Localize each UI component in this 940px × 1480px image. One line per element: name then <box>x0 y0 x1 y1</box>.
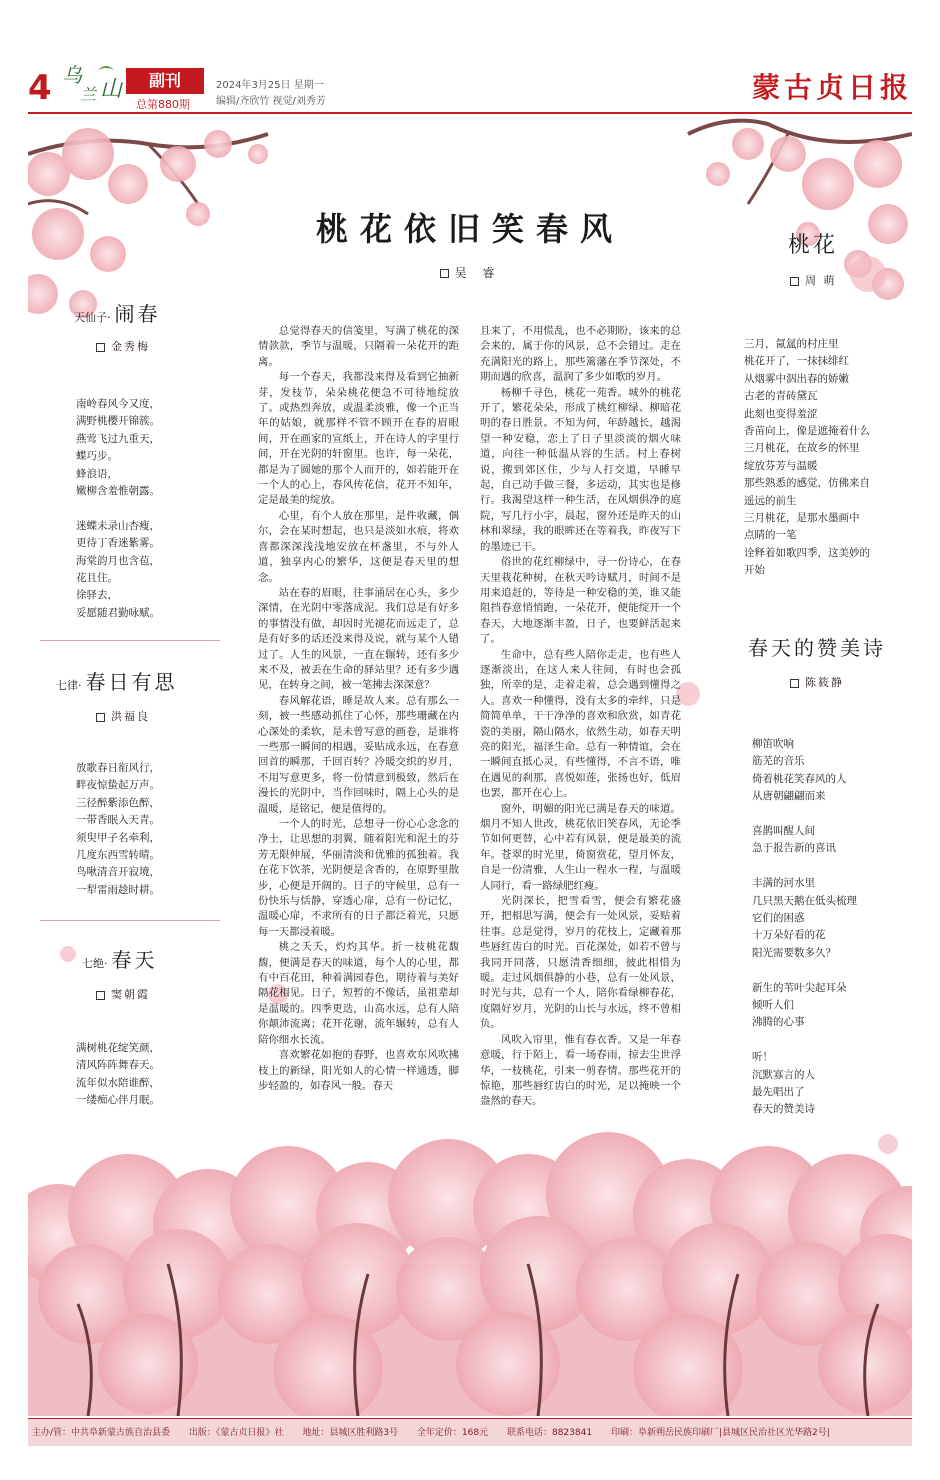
footer-publisher: 出版：《蒙古贞日报》社 <box>188 1428 284 1438</box>
footer-phone: 联系电话：8823841 <box>506 1428 593 1438</box>
article-paragraph: 一个人的时光，总想寻一份心心念念的净土，让思想的羽翼，随着阳光和泥土的芬芳无限伸展，华丽清淡和优雅的孤独着。我在花下饮茶，光阴便是含香的，在原野里散步，心便是开阔的。日子的守候里，总有一份快乐与恬静，穿透心扉，总有一份记忆，温暖心扉，不求所有的日子都泛着光，只愿每一天都浸着暖。 <box>258 818 459 938</box>
article-paragraph: 桃之夭夭，灼灼其华。折一枝桃花馥馥，便满是春天的味道，每个人的心里，都有中百花田，种着满园春色，期待着与美好隔花相见。日子，短暂的不像话，虽祖辈却是温暖的。四季更迭，山高水远，总有人陪你颠沛流离；花开花谢，流年辗转，总有人陪你细水长流。 <box>258 941 459 1046</box>
footer-imprint <box>28 1418 912 1446</box>
article-paragraph: 窗外，明媚的阳光已满是春天的味道。烟月不知人世改，桃花依旧笑春风，无论季节如何更替，心中若有风景，便是最美的流年。苍翠的时光里，倚窗赏花，望月怀友，自是一份清雅，人生山一程水一程，与温暖人同行，看一路绿肥红瘦。 <box>480 802 681 892</box>
masthead <box>28 63 912 111</box>
issue-date: 2024年3月25日 星期一 <box>216 80 324 91</box>
article-column-1 <box>258 324 459 1154</box>
article-paragraph: 站在春的眉眼，往事涌居在心头，多少深情，在光阴中零落成泥。我们总是有好多的事情没有做，却因时光褪花而远走了，总是有好多的话还没来得及说，就与某个人错过了。人生的风景，一直在辗转，还有多少来不及，被丢在生命的驿站里？还有多少遇见，在转身之间，被一笔拂去深深意？ <box>258 586 459 692</box>
poem-body-naochun: 南岭春风今又度， 满野桃樱开锦簇。 燕莺飞过九重天， 蝶巧步。 蜂浪语， 嫩柳含羞惟朝露。 迷蝶未录山杏瘦， 更待丁香迷紫雾。 海棠韵月也含苞， 花且住。 徐驿去， 妥愿随君勤咏赋。 <box>76 398 160 619</box>
svg-text:乌: 乌 <box>62 63 82 87</box>
article-paragraph: 光阴深长，把雪看雪，便会有繁花盛开，把相思写满，便会有一处风景，妥贴着往事。总是觉得，岁月的花枝上，定藏着那些唇红齿白的时光。百花深处，如若不曾与我同开同落，只愿清香细细，彼此相惜为暖。走过风烟俱静的小巷，总有一处风景，时光与共，总有一个人，陪你看绿柳春花，度隔好岁月，光阴的山长与水远，终不曾相负。 <box>480 895 681 1031</box>
article-paragraph: 且来了，不用慌乱，也不必期盼，该来的总会来的，属于你的风景，总不会错过。走在充满阳光的路上，那些篱藩在季节深处，不期而遇的欣喜，温润了多少如歌的岁月。 <box>480 325 681 384</box>
poem-body-taohua: 三月，氤氲的村庄里 桃花开了，一抹抹绯红 从烟雾中泅出春的娇嫩 古老的青砖黛瓦 此刻也变得羞涩 香苗向上，像是遮掩着什么 三月桃花，在故乡的怀里 绽放芬芳与温暖 那些熟悉的感觉，仿佛来自 遥远的前生 三月桃花，是那水墨画中 点睛的一笔 诠释着如歌四季，这美妙的 开始 <box>744 338 870 577</box>
poem-body-chunri: 放歌春日衔风行， 畔夜惊蛰起万声。 三径醉紫添色醉， 一带香眠入天青。 须臾甲子名牵利， 几度东西雪转晴。 鸟啾清音开寂境， 一犁雷雨趁时耕。 <box>76 762 160 896</box>
section-tag: 副刊 <box>126 68 204 94</box>
article-paragraph: 每一个春天，我都没来得及看到它抽新芽，发枝节，朵朵桃花便急不可待地绽放了。或热烈奔放，或温柔淡雅，像一个正当年的姑娘，就那样不管不顾开在春的眉眼间，开在画家的宣纸上，开在诗人的字里行间，开在光阴的轩窗里。也许，每一朵花，都是为了圆她的那个人而开的，如若能开在一个人的心上，春风传花信，花开不知年，定是最美的绽放。 <box>258 371 459 507</box>
poem-body-chuntian: 满树桃花绽笑颜， 清风阵阵舞春天。 流年似水陪谁醉， 一缕痴心伴月眠。 <box>76 1042 160 1107</box>
byline-box-icon <box>96 713 105 722</box>
article-paragraph: 杨柳千寻色，桃花一苑香。城外的桃花开了，繁花朵朵，形成了桃红柳绿、柳暗花明的春日胜景。不知为何，年龄越长，越渴望一种安稳，恋上了日子里淡淡的烟火味道，向往一种低温从容的生活。村上春树说，搬到郊区住，少与人打交道，早睡早起，自己动手做三餐，多运动，其实也是修行。我渴望这样一种生活，在风烟俱净的庭院，写几行小字，晨起，窗外还是昨天的山林和翠绿，我的眼眸还在等着我，昨夜写下的墨迹已干。 <box>480 386 681 553</box>
issue-number: 总第880期 <box>136 98 190 111</box>
footer-sponsor: 主办/管：中共阜新蒙古族自治县委 <box>32 1428 171 1438</box>
footer-address: 地址：县城区胜利路3号 <box>302 1428 399 1438</box>
poem-author: 窦朝霞 <box>96 986 150 1002</box>
svg-text:山: 山 <box>100 77 123 102</box>
byline-box-icon <box>790 277 799 286</box>
svg-text:兰: 兰 <box>80 85 97 104</box>
article-paragraph: 俗世的花红柳绿中，寻一份诗心，在春天里栽花种树，在秋天吟诗赋月，时间不是用来追赶的，等待是一种安稳的美，谁又能阻挡春意悄悄跑，一朵花开，便能绽开一个春天，大地逐渐丰盈，日子，也要鲜活起来了。 <box>480 556 681 646</box>
article-paragraph: 心里，有个人放在那里，是件收藏，偶尔，会在某时想起，也只是淡如水痕，将欢喜都深深浅浅地安放在杯盏里，不与外人道，独享内心的繁华，这便是春天里的想念。 <box>258 509 459 584</box>
poem-author: 金秀梅 <box>96 338 150 354</box>
byline-box-icon <box>96 991 105 1000</box>
poem-author: 周 萌 <box>790 272 837 288</box>
footer-printer: 印刷：阜新朔岳民族印刷厂|县城区民治社区光华路2号| <box>610 1428 830 1438</box>
article-paragraph: 风吹入帘里，惟有春衣香。又是一年春意暖，行于陌上，看一场春雨，掠去尘世浮华，一枝桃花，引来一剪春情。那些花开的惊艳，那些唇红齿白的时光，足以掩映一个盎然的春天。 <box>480 1033 681 1108</box>
poem-title-taohua: 桃花 <box>788 233 839 258</box>
poem-author: 洪福良 <box>96 708 150 724</box>
poem-title-chuntian: 七绝· 春天 <box>82 948 158 972</box>
byline-box-icon <box>440 269 449 278</box>
article-paragraph: 春风解花语，睡是故人来。总有那么一刻，被一些感动抓住了心怀，那些珊藏在内心深处的柔软，是未曾写意的画卷，是谁将一些那一瞬间的相遇，妥贴成永远，在春意回首的瞬那，千回百转？冷暖交织的岁月，不用写意更多，将一份情意到极致，然后在漫长的光阴中，当作回味时，隔上心头的是温暖，是铭记，便是值得的。 <box>258 694 459 815</box>
editor-credit: 编辑/齐欣竹 视觉/刘秀芳 <box>216 96 326 107</box>
paper-name: 蒙古贞日报 <box>751 71 912 104</box>
poem-author: 陈筱静 <box>790 674 844 690</box>
article-paragraph: 总觉得春天的信笺里，写满了桃花的深情款款，季节与温暖，只隔着一朵花开的距离。 <box>258 325 459 368</box>
byline-box-icon <box>790 679 799 688</box>
poem-body-zanmeishi: 柳笛吹响 筋芜的音乐 倚着桃花笑春风的人 从唐朝翩翩而来 喜鹊叫醒人间 急于报告新的喜讯 丰满的河水里 几只黑天鹅在低头梳理 它们的困惑 十万朵好看的花 阳光需要数多久？ 新生的苇叶尖起耳朵 倾听人们 沸腾的心事 听！ 沉默寡言的人 最先唱出了 春天的赞美诗 <box>752 738 857 1116</box>
article-paragraph: 生命中，总有些人陪你走走，也有些人逐渐淡出，在这人来人往间，有时也会孤独，所幸的是，走着走着，总会遇到懂得之人。喜欢一种懂得，没有太多的牵绊，只是简简单单，干干净净的喜欢和欣赏，如青花瓷的美丽，隔山隔水，依然生动，如春天明亮的阳光，福泽生命。总有一种情谊，会在一瞬间直抵心灵，有些懂得，不言不语，唯在遇见的刹那，喜悦如莲，张扬也好，低眉也罢，都开在心上。 <box>480 648 681 800</box>
page-number: 4 <box>28 68 52 108</box>
poem-separator <box>40 640 220 641</box>
footer-price: 全年定价：168元 <box>416 1428 489 1438</box>
poem-separator <box>40 920 220 921</box>
article-column-2 <box>480 324 681 1154</box>
poem-title-zanmeishi: 春天的赞美诗 <box>748 636 886 660</box>
article-author: 吴 睿 <box>454 266 501 280</box>
article-title: 桃花依旧笑春风 <box>315 210 624 248</box>
poem-title-naochun: 天仙子· 闹春 <box>74 302 161 326</box>
poem-title-chunri: 七律· 春日有思 <box>56 670 178 694</box>
article-byline <box>252 264 688 281</box>
byline-box-icon <box>96 343 105 352</box>
article-paragraph: 喜欢繁花如抱的春野，也喜欢东风吹拂枝上的新绿，阳光如人的心情一样通透，脚步轻盈的，如春风一般。春天 <box>258 1049 459 1092</box>
